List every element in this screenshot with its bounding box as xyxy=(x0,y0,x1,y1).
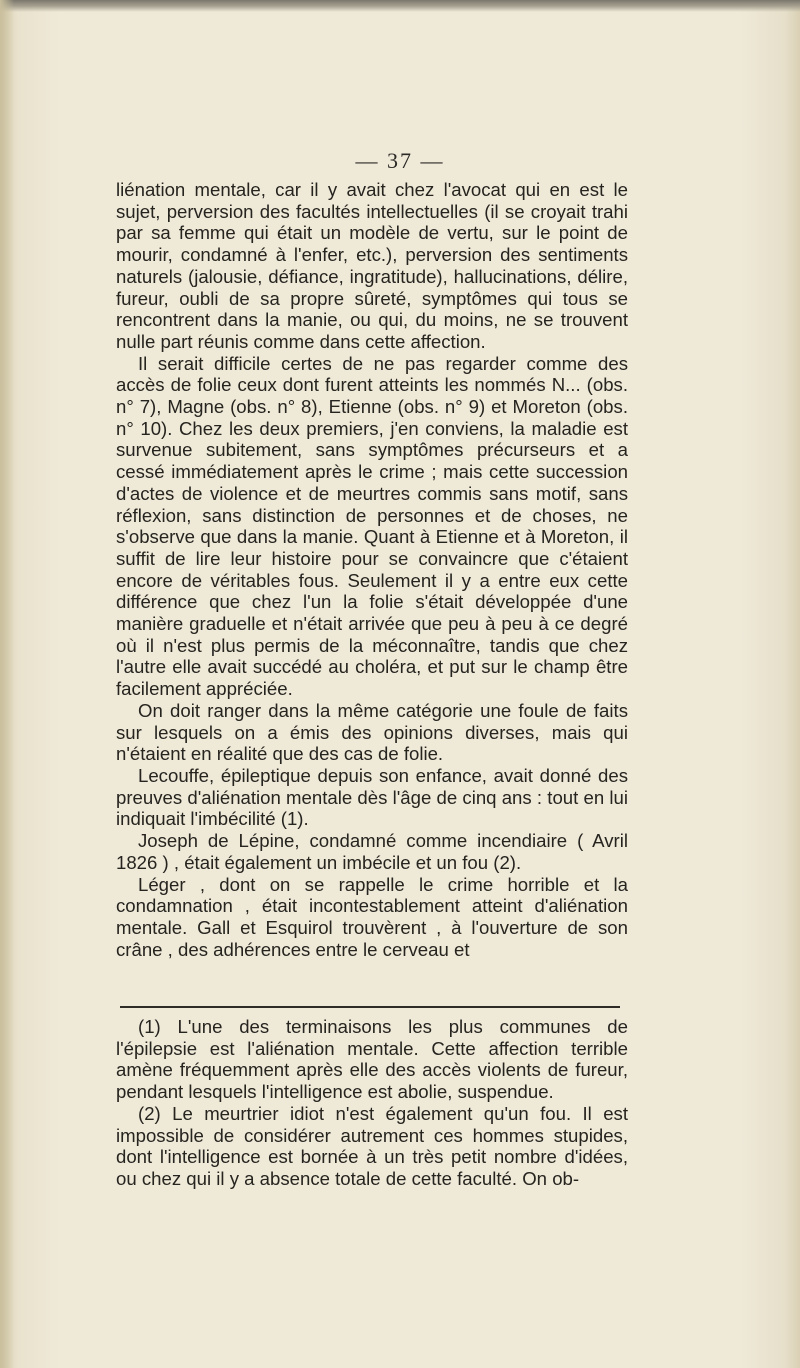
paragraph: Il serait difficile certes de ne pas regarder comme des accès de folie ceux dont furent atteints les nommés N... (obs. n° 7), Magne (obs. n° 8), Etienne (obs. n° 9) et Moreton (obs. n° 10). Chez les deux premiers, j'en conviens, la maladie est survenue subitement, sans symptômes précurseurs et a cessé immédiatement après le crime ; mais cette succession d'actes de violence et de meurtres commis sans motif, sans réflexion, sans distinction de personnes et de choses, ne s'observe que dans la manie. Quant à Etienne et à Moreton, il suffit de lire leur histoire pour se convaincre que c'étaient encore de véritables fous. Seulement il y a entre eux cette différence que chez l'un la folie s'était développée d'une manière graduelle et n'était arrivée que peu à peu à ce degré où il n'est plus permis de la méconnaître, tandis que chez l'autre elle avait succédé au choléra, et put sur le champ être facilement appréciée. xyxy=(116,352,628,700)
page-binding-shadow xyxy=(0,0,14,1368)
paragraph-continued: liénation mentale, car il y avait chez l'avocat qui en est le sujet, perversion des facultés intellectuelles (il se croyait trahi par sa femme qui était un modèle de vertu, sur le point de mourir, condamné à l'enfer, etc.), perversion des sentiments naturels (jalousie, défiance, ingratitude), hallucinations, délire, fureur, oubli de sa propre sûreté, symptômes qui tous se rencontrent dans la manie, ou qui, du moins, ne se trouvent nulle part réunis comme dans cette affection. xyxy=(116,179,628,352)
footnote-divider xyxy=(120,1006,620,1008)
footnote: (1) L'une des terminaisons les plus communes de l'épilepsie est l'aliénation mentale. Cette affection terrible amène fréquemment après elle des accès violents de fureur, pendant lesquels l'intelligence est abolie, suspendue. xyxy=(116,1016,628,1103)
paragraph: Lecouffe, épileptique depuis son enfance, avait donné des preuves d'aliénation mentale dès l'âge de cinq ans : tout en lui indiquait l'imbécilité (1). xyxy=(116,764,628,830)
footnote: (2) Le meurtrier idiot n'est également qu'un fou. Il est impossible de considérer autrement ces hommes stupides, dont l'intelligence est bornée à un très petit nombre d'idées, ou chez qui il y a absence totale de cette faculté. On ob- xyxy=(116,1102,628,1189)
scan-top-edge xyxy=(0,0,800,12)
paragraph: Joseph de Lépine, condamné comme incendiaire ( Avril 1826 ) , était également un imbécile et un fou (2). xyxy=(116,830,628,873)
paragraph: On doit ranger dans la même catégorie une foule de faits sur lesquels on a émis des opinions diverses, mais qui n'étaient en réalité que des cas de folie. xyxy=(116,699,628,765)
main-text-block xyxy=(116,179,628,960)
paragraph: Léger , dont on se rappelle le crime horrible et la condamnation , était incontestablement atteint d'aliénation mentale. Gall et Esquirol trouvèrent , à l'ouverture de son crâne , des adhérences entre le cerveau et xyxy=(116,873,628,960)
footnotes-block xyxy=(116,1016,628,1190)
page-number: — 37 — xyxy=(355,148,445,173)
